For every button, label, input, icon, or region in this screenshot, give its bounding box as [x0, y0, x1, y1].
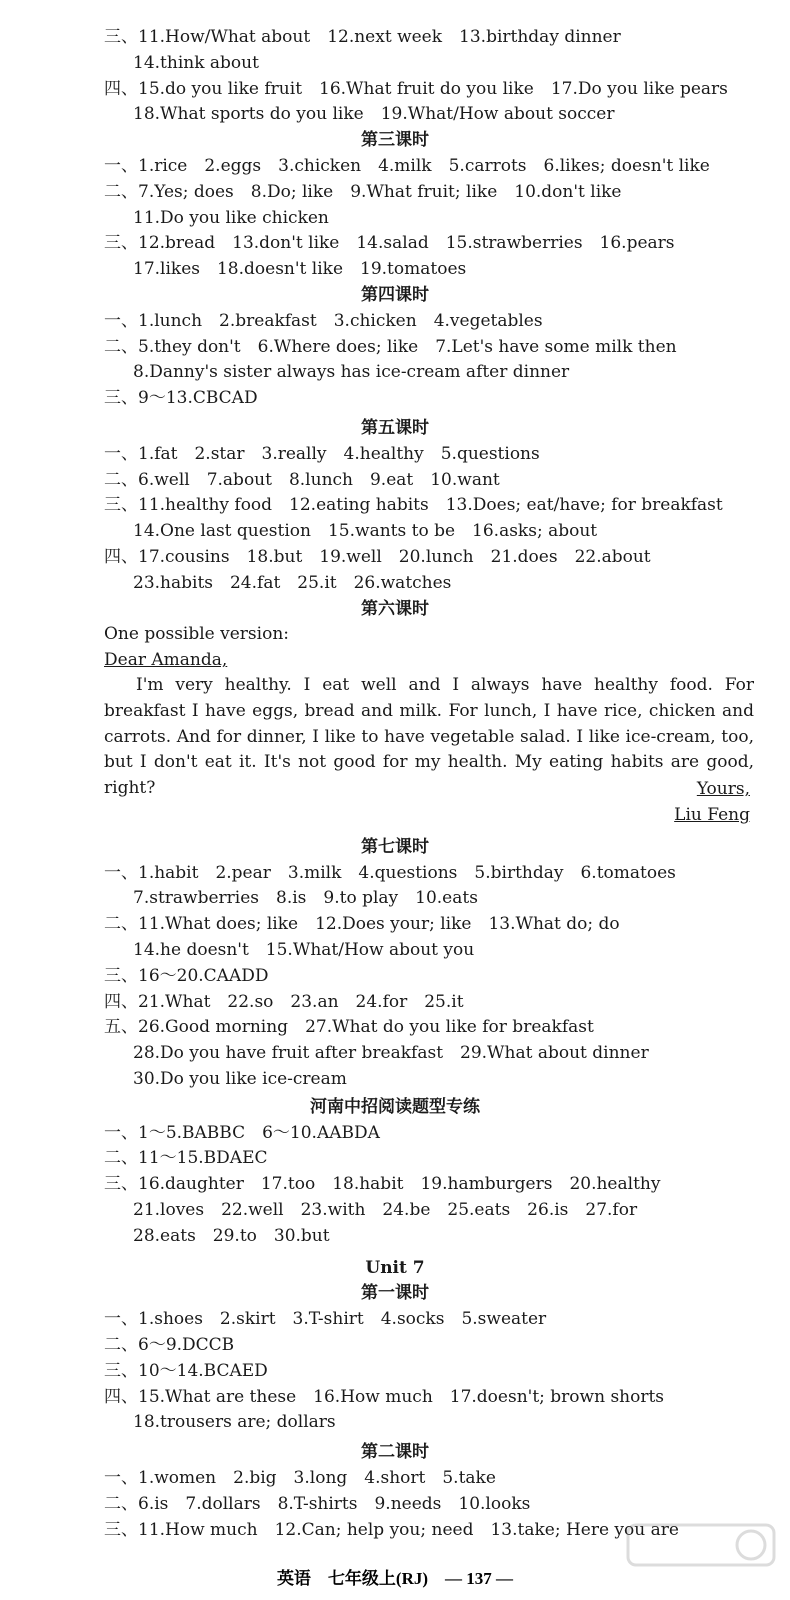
answer-line: 一、1.women 2.big 3.long 4.short 5.take: [104, 1468, 496, 1488]
page-footer: 英语 七年级上(RJ) — 137 —: [276, 1569, 514, 1588]
answer-line: 四、21.What 22.so 23.an 24.for 25.it: [104, 991, 464, 1012]
answer-line: 14.think about: [133, 52, 259, 73]
section-title: 第三课时: [361, 130, 429, 151]
answer-line: 一、1.lunch 2.breakfast 3.chicken 4.vegetables: [104, 310, 543, 331]
answer-line: 三、11.How/What about 12.next week 13.birthday dinner: [104, 27, 621, 47]
answer-line: 一、1.rice 2.eggs 3.chicken 4.milk 5.carrots 6.likes; doesn't like: [104, 156, 710, 176]
answer-line: 一、1.habit 2.pear 3.milk 4.questions 5.birthday 6.tomatoes: [104, 862, 676, 883]
section-title: Unit 7: [365, 1257, 425, 1278]
answer-line: 四、17.cousins 18.but 19.well 20.lunch 21.does 22.about: [104, 547, 651, 567]
watermark-logo: [626, 1520, 776, 1570]
letter-signature: Liu Feng: [674, 805, 750, 825]
answer-line: 二、7.Yes; does 8.Do; like 9.What fruit; like 10.don't like: [104, 181, 622, 202]
answer-line: 28.eats 29.to 30.but: [133, 1225, 330, 1246]
section-title: 第四课时: [361, 285, 429, 305]
answer-line: 四、15.What are these 16.How much 17.doesn't; brown shorts: [104, 1386, 665, 1407]
section-title: 第五课时: [361, 418, 429, 438]
answer-line: 28.Do you have fruit after breakfast 29.What about dinner: [133, 1043, 649, 1064]
answer-line: 二、6.well 7.about 8.lunch 9.eat 10.want: [104, 469, 500, 490]
answer-line: 30.Do you like ice-cream: [133, 1069, 347, 1089]
section-title: 第六课时: [361, 598, 429, 619]
answer-line: 三、10～14.BCAED: [104, 1360, 268, 1381]
answer-line: 14.he doesn't 15.What/How about you: [133, 940, 475, 960]
answer-line: 11.Do you like chicken: [133, 207, 329, 228]
answer-line: 21.loves 22.well 23.with 24.be 25.eats 26.is 27.for: [133, 1200, 638, 1220]
answer-line: 三、9～13.CBCAD: [104, 388, 258, 409]
answer-line: 7.strawberries 8.is 9.to play 10.eats: [133, 888, 478, 909]
answer-line: 二、11～15.BDAEC: [104, 1148, 268, 1169]
answer-line: 一、1.shoes 2.skirt 3.T-shirt 4.socks 5.sweater: [104, 1309, 547, 1330]
answer-line: One possible version:: [104, 624, 289, 645]
answer-line: 一、1.fat 2.star 3.really 4.healthy 5.questions: [104, 443, 540, 464]
answer-line: 17.likes 18.doesn't like 19.tomatoes: [133, 259, 467, 280]
section-title: 第二课时: [361, 1442, 429, 1463]
letter-body: I'm very healthy. I eat well and I always have healthy food. For breakfast I have eggs, bread and milk. For lunch, I have rice, chicken and carrots. And for dinner, I like to have vegetable salad. I like ice-cream, too, but I don't eat it. It's not good for my health. My eating habits are good, right?: [104, 675, 754, 799]
answer-line: 三、12.bread 13.don't like 14.salad 15.strawberries 16.pears: [104, 233, 675, 254]
section-title: 第一课时: [361, 1283, 429, 1304]
answer-line: 一、1～5.BABBC 6～10.AABDA: [104, 1122, 380, 1143]
answer-line: 五、26.Good morning 27.What do you like for breakfast: [104, 1017, 594, 1038]
letter-closing: Yours,: [696, 779, 750, 800]
answer-line: 18.What sports do you like 19.What/How about soccer: [133, 104, 615, 125]
answer-line: 二、6～9.DCCB: [104, 1335, 235, 1355]
answer-line: 三、11.healthy food 12.eating habits 13.Does; eat/have; for breakfast: [104, 495, 723, 516]
section-title: 河南中招阅读题型专练: [310, 1096, 480, 1117]
answer-line: 8.Danny's sister always has ice-cream after dinner: [133, 362, 570, 383]
section-title: 第七课时: [361, 836, 429, 857]
answer-line: 二、5.they don't 6.Where does; like 7.Let's have some milk then: [104, 336, 677, 357]
answer-line: 14.One last question 15.wants to be 16.asks; about: [133, 521, 598, 542]
letter-greeting: Dear Amanda,: [104, 650, 228, 671]
answer-line: 三、11.How much 12.Can; help you; need 13.take; Here you are: [104, 1519, 679, 1540]
answer-line: 23.habits 24.fat 25.it 26.watches: [133, 572, 452, 593]
answer-line: 18.trousers are; dollars: [133, 1412, 336, 1433]
answer-line: 三、16.daughter 17.too 18.habit 19.hamburgers 20.healthy: [104, 1174, 661, 1195]
answer-line: 二、6.is 7.dollars 8.T-shirts 9.needs 10.looks: [104, 1493, 531, 1514]
answer-line: 二、11.What does; like 12.Does your; like 13.What do; do: [104, 914, 620, 935]
answer-line: 三、16～20.CAADD: [104, 965, 269, 986]
answer-line: 四、15.do you like fruit 16.What fruit do you like 17.Do you like pears: [104, 78, 728, 99]
